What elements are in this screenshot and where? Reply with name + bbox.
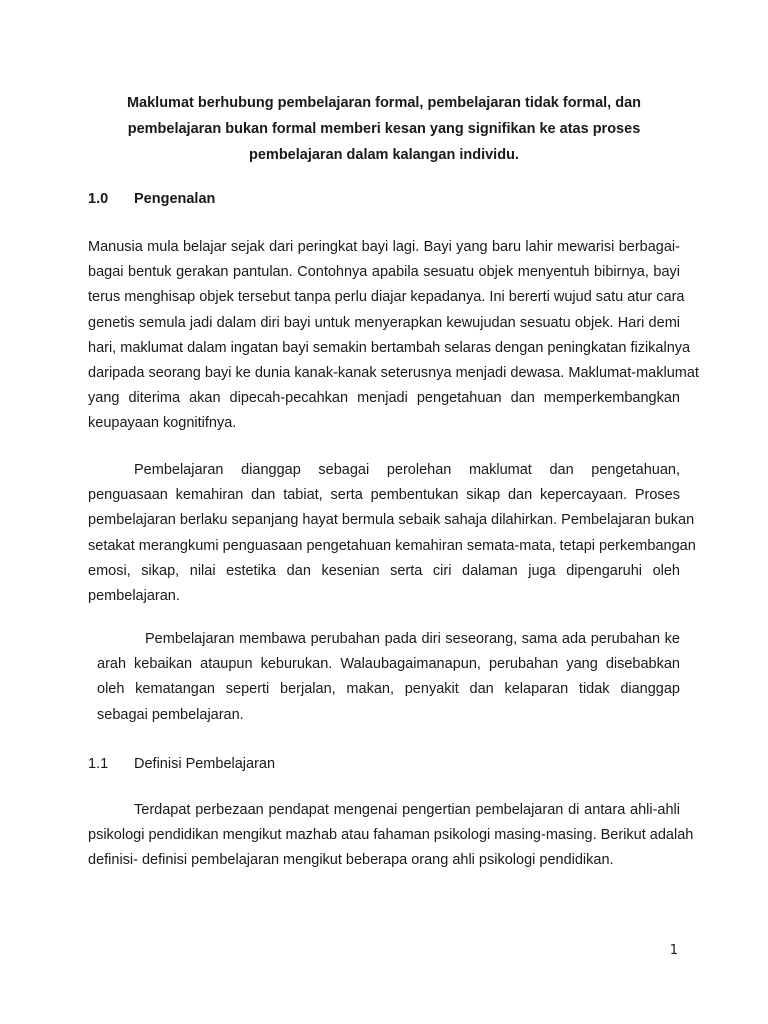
paragraph-line: oleh kematangan seperti berjalan, makan, penyakit dan kelaparan tidak dianggap: [97, 681, 680, 698]
paragraph-line: emosi, sikap, nilai estetika dan kesenian serta ciri dalaman juga dipengaruhi oleh: [88, 562, 680, 579]
paragraph-line: pembelajaran berlaku sepanjang hayat bermula sebaik sahaja dilahirkan. Pembelajaran bukan: [88, 512, 695, 529]
paragraph-line: yang diterima akan dipecah-pecahkan menjadi pengetahuan dan memperkembangkan: [88, 390, 680, 407]
paragraph-line: daripada seorang bayi ke dunia kanak-kanak seterusnya menjadi dewasa. Maklumat-maklumat: [88, 365, 699, 382]
paragraph-line: setakat merangkumi penguasaan pengetahuan kemahiran semata-mata, tetapi perkembangan: [88, 537, 696, 554]
section-title: Definisi Pembelajaran: [134, 756, 276, 772]
paragraph-line: Manusia mula belajar sejak dari peringkat bayi lagi. Bayi yang baru lahir mewarisi berbagai-: [88, 239, 680, 255]
paragraph-line: penguasaan kemahiran dan tabiat, serta pembentukan sikap dan kepercayaan. Proses: [88, 487, 680, 504]
document-title: Maklumat berhubung pembelajaran formal, pembelajaran tidak formal, dan pembelajaran bukan formal memberi kesan yang signifikan ke atas proses pembelajaran dalam kalangan individu.: [126, 95, 642, 163]
paragraph-line: definisi- definisi pembelajaran mengikut beberapa orang ahli psikologi pendidikan.: [88, 852, 614, 869]
paragraph-line: terus menghisap objek tersebut tanpa perlu diajar kepadanya. Ini bererti wujud satu atur cara: [88, 289, 685, 306]
paragraph-pembelajaran-definition: [88, 458, 696, 609]
page-number: 1: [669, 943, 678, 958]
paragraph-line: pembelajaran.: [88, 588, 180, 605]
paragraph-line: psikologi pendidikan mengikut mazhab atau fahaman psikologi masing-masing. Berikut adalah: [88, 827, 694, 844]
section-title: Pengenalan: [134, 191, 216, 207]
paragraph-line: sebagai pembelajaran.: [97, 706, 244, 723]
section-heading-definisi: [88, 754, 275, 774]
paragraph-definisi: [88, 798, 694, 874]
section-heading-pengenalan: [88, 189, 215, 209]
paragraph-line: Terdapat perbezaan pendapat mengenai pengertian pembelajaran di antara ahli-ahli: [134, 802, 680, 818]
paragraph-line: genetis semula jadi dalam diri bayi untuk menyerapkan kewujudan sesuatu objek. Hari demi: [88, 314, 680, 331]
paragraph-perubahan: [97, 627, 680, 728]
paragraph-line: Pembelajaran dianggap sebagai perolehan maklumat dan pengetahuan,: [134, 462, 680, 478]
paragraph-intro: [88, 235, 699, 437]
paragraph-line: arah kebaikan ataupun keburukan. Walaubagaimanapun, perubahan yang disebabkan: [97, 656, 680, 673]
paragraph-line: hari, maklumat dalam ingatan bayi semakin bertambah selaras dengan peningkatan fizikalnya: [88, 339, 691, 356]
section-number: 1.1: [88, 756, 109, 772]
paragraph-line: Pembelajaran membawa perubahan pada diri seseorang, sama ada perubahan ke: [145, 631, 680, 647]
paragraph-line: keupayaan kognitifnya.: [88, 415, 237, 432]
paragraph-line: bagai bentuk gerakan pantulan. Contohnya apabila sesuatu objek menyentuh bibirnya, bayi: [88, 264, 680, 281]
section-number: 1.0: [88, 191, 109, 207]
